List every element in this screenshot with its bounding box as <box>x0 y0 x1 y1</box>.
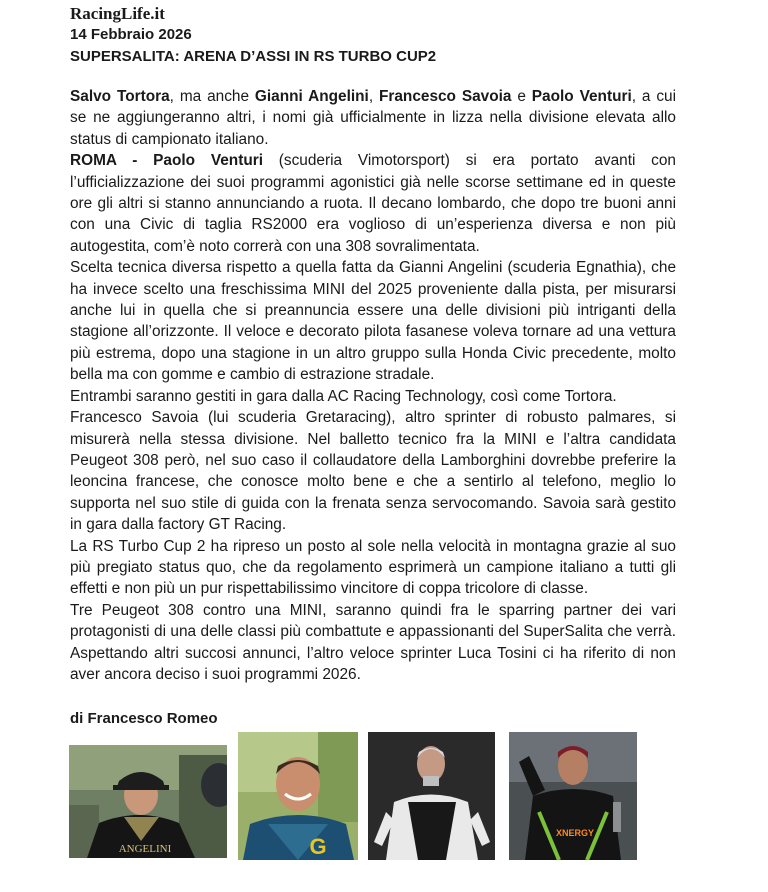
suit-lettering-angelini: ANGELINI <box>118 843 172 855</box>
source-name: RacingLife.it <box>70 4 165 23</box>
text-run: Francesco Savoia (lui scuderia Gretaracing), altro sprinter di robusto palmares, si misurerà nella stessa divisione. Nel balletto tecnico fra la MINI e l’altra candidata Peugeot 308 però, nel suo caso il collaudatore della Lamborghini dovrebbe preferire la leoncina francese, che conosce molto bene e che a sentirlo al telefono, meglio lo supporta nel suo stile di guida con la frenata senza servocomando. Savoia sarà gestito in gara dalla factory GT Racing. <box>70 409 676 534</box>
photo-driver-savoia <box>238 732 358 860</box>
byline: di Francesco Romeo <box>70 710 218 727</box>
text-run: La RS Turbo Cup 2 ha ripreso un posto al sole nella velocità in montagna grazie al suo più pregiato status quo, che da regolamento esprimerà un campione italiano a tutti gli effetti e non più un pur rispettabilissimo vincitore di coppa tricolore di classe. <box>70 537 676 598</box>
text-run: , <box>368 88 379 105</box>
bold-name: Francesco Savoia <box>378 88 512 105</box>
article-paragraph <box>70 86 676 150</box>
photo-driver-angelini <box>69 745 227 858</box>
text-run: , a cui se ne aggiungeranno altri, i nomi già ufficialmente in lizza nella divisione elevata allo status di campionato italiano. <box>70 88 677 148</box>
suit-lettering-tortora: XNERGY <box>555 828 595 838</box>
text-run: Scelta tecnica diversa rispetto a quella fatta da Gianni Angelini (scuderia Egnathia), che ha invece scelto una freschissima MINI del 2025 proveniente dalla pista, per misurarsi anche lui in quella che si preannuncia essere una delle divisioni più intriganti della stagione all’orizzonte. Il veloce e decorato pilota fasanese voleva tornare ad una vettura più estrema, dopo una stagione in un altro gruppo sulla Honda Civic precedente, molto bella ma con gomme e cambio di estrazione stradale. <box>70 259 676 384</box>
article-paragraph <box>70 536 676 600</box>
text-run: (scuderia Vimotorsport) si era portato avanti con l’ufficializzazione dei suoi programmi agonistici già nelle scorse settimane ed in queste ore gli altri si stanno annunciando a ruota. Il decano lombardo, che dopo tre buoni anni con una Civic di taglia RS2000 era voglioso di un’esperienza diversa e non più autogestita, com’è noto correrà con una 308 sovralimentata. <box>70 152 676 255</box>
article-date: 14 Febbraio 2026 <box>70 26 192 43</box>
text-run: Tre Peugeot 308 contro una MINI, saranno quindi fra le sparring partner dei vari protagonisti di una delle classi più combattute e appassionanti del SuperSalita che verrà. Aspettando altri succosi annunci, l’altro veloce sprinter Luca Tosini ci ha riferito di non aver ancora deciso i suoi programmi 2026. <box>70 601 676 683</box>
article-paragraph <box>70 600 676 686</box>
article-paragraph <box>70 150 676 257</box>
bold-name: Salvo Tortora <box>70 88 170 105</box>
suit-lettering-savoia: G <box>309 834 327 859</box>
article-paragraph <box>70 386 676 407</box>
photo-driver-tortora <box>509 732 637 860</box>
article-paragraph <box>70 257 676 385</box>
text-run: Entrambi saranno gestiti in gara dalla AC Racing Technology, così come Tortora. <box>70 387 617 405</box>
text-run: e <box>511 88 532 105</box>
bold-name: Gianni Angelini <box>254 88 369 105</box>
article-paragraph <box>70 407 676 535</box>
text-run: , ma anche <box>169 88 255 105</box>
photo-driver-venturi <box>368 732 495 860</box>
bold-name: Paolo Venturi <box>531 88 632 105</box>
article-headline: SUPERSALITA: ARENA D’ASSI IN RS TURBO CUP2 <box>70 48 437 65</box>
bold-name: ROMA - Paolo Venturi <box>70 152 263 170</box>
article-body <box>70 86 676 685</box>
